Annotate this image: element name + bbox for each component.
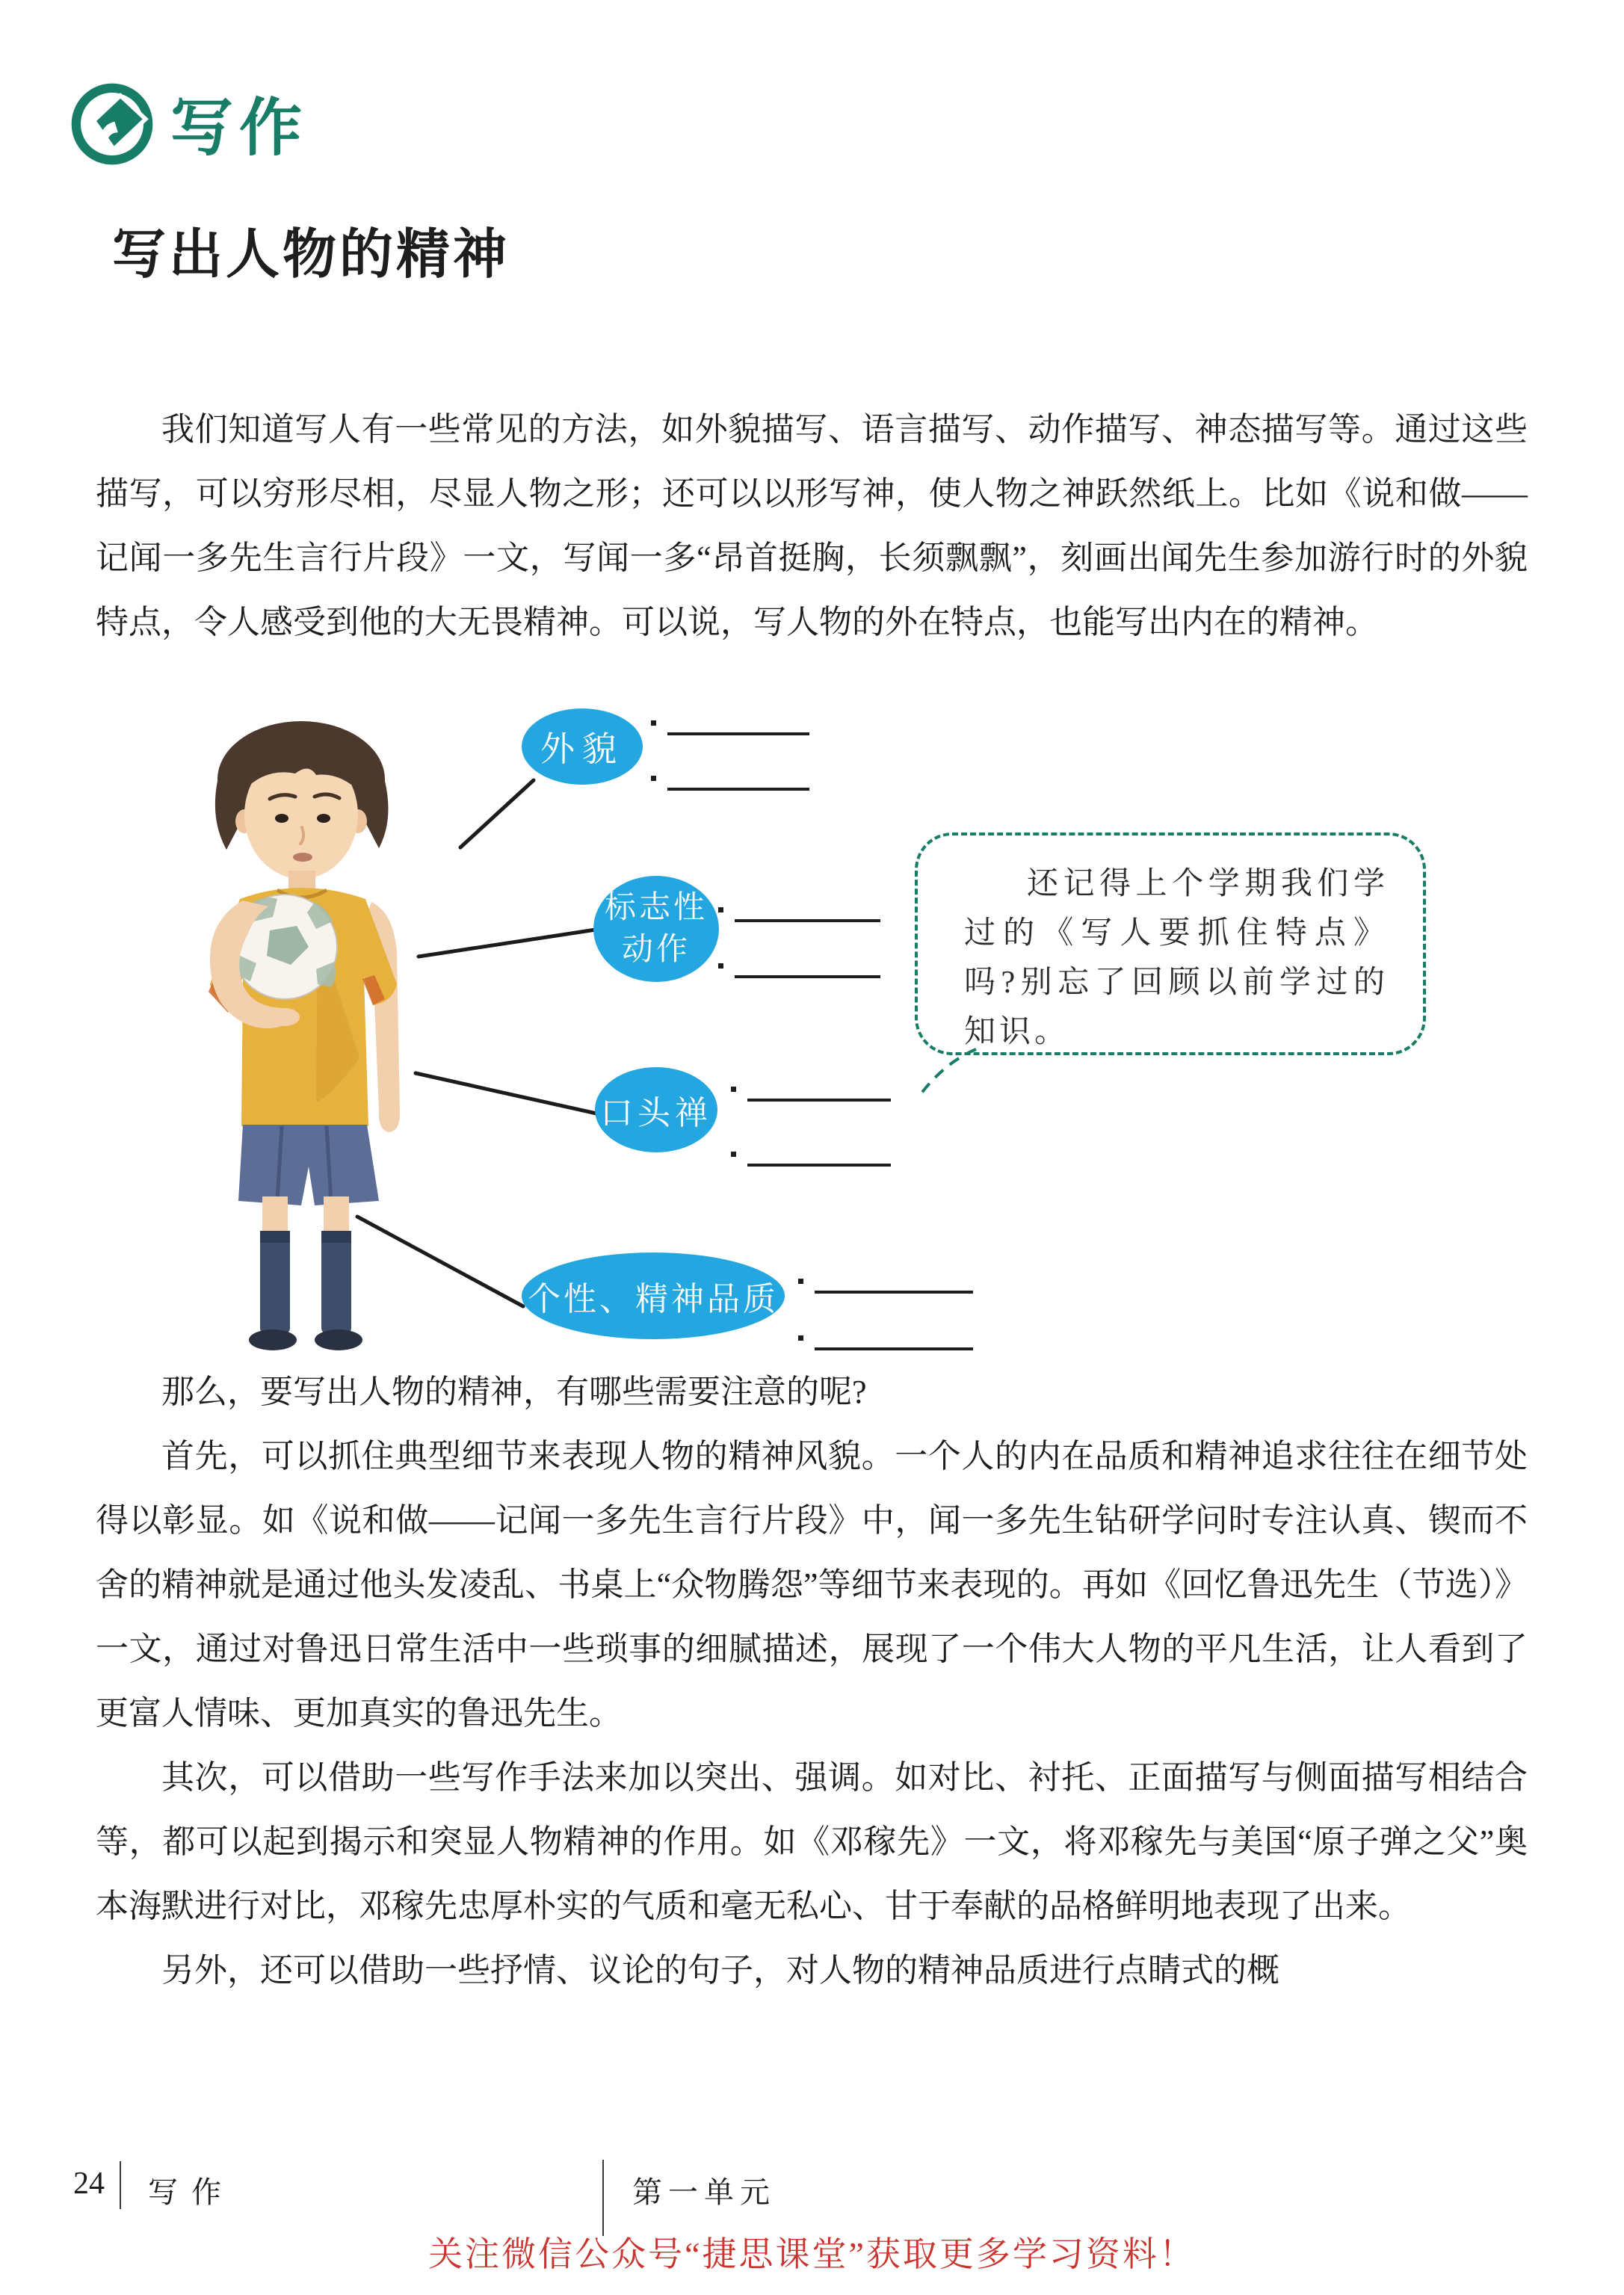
footer-unit-label: 第一单元 bbox=[632, 2175, 776, 2209]
fill-in-blank bbox=[667, 788, 809, 791]
paragraph: 另外，还可以借助一些抒情、议论的句子，对人物的精神品质进行点睛式的概 bbox=[161, 1952, 1279, 1989]
diagram-node-appearance bbox=[522, 708, 643, 785]
body-text-block bbox=[96, 1360, 1528, 2003]
footer-section-label: 写作 bbox=[148, 2175, 235, 2209]
section-heading: 写作 bbox=[170, 94, 309, 164]
boy-figure bbox=[209, 721, 400, 1350]
page-number: 24 bbox=[73, 2166, 105, 2201]
fill-in-blank bbox=[735, 975, 880, 978]
node-label: 外貌 bbox=[540, 730, 624, 768]
paragraph: 那么，要写出人物的精神，有哪些需要注意的呢? bbox=[161, 1374, 867, 1410]
fill-in-blank bbox=[815, 1347, 973, 1350]
paragraph: 我们知道写人有一些常见的方法，如外貌描写、语言描写、动作描写、神态描写等。通过这些描写，可以穷形尽相，尽显人物之形；还可以以形写神，使人物之神跃然纸上。比如《说和做——记闻一多先生言行片段》一文，写闻一多“昂首挺胸，长须飘飘”，刻画出闻先生参加游行时的外貌特点，令人感受到他的大无畏精神。可以说，写人物的外在特点，也能写出内在的精神。 bbox=[96, 411, 1528, 640]
reminder-speech-bubble bbox=[915, 833, 1426, 1055]
diagram-node-personality bbox=[522, 1252, 785, 1339]
diagram-node-catchphrase bbox=[595, 1067, 717, 1152]
fill-in-blank bbox=[747, 1099, 891, 1102]
boy-with-soccer-ball-illustration bbox=[138, 706, 482, 1353]
speech-bubble-tail bbox=[916, 1046, 984, 1100]
fill-in-blank bbox=[735, 919, 880, 922]
wechat-promo-notice: 关注微信公众号“捷思课堂”获取更多学习资料！ bbox=[428, 2235, 1196, 2273]
diagram-node-signature-action bbox=[593, 876, 719, 982]
node-label: 个性、精神品质 bbox=[528, 1281, 779, 1318]
node-label-line1: 标志性 bbox=[604, 891, 708, 925]
fill-in-blank bbox=[667, 732, 809, 735]
fill-in-blank bbox=[815, 1291, 973, 1294]
footer-divider bbox=[120, 2161, 121, 2209]
paragraph: 首先，可以抓住典型细节来表现人物的精神风貌。一个人的内在品质和精神追求往往在细节处得以彰显。如《说和做——记闻一多先生言行片段》中，闻一多先生钻研学问时专注认真、锲而不舍的精神就是通过他头发凌乱、书桌上“众物腾怨”等细节来表现的。再如《回忆鲁迅先生（节选）》一文，通过对鲁迅日常生活中一些琐事的细腻描述，展现了一个伟大人物的平凡生活，让人看到了更富人情味、更加真实的鲁迅先生。 bbox=[96, 1438, 1528, 1732]
fill-in-blank bbox=[747, 1164, 891, 1167]
paragraph: 其次，可以借助一些写作手法来加以突出、强调。如对比、衬托、正面描写与侧面描写相结合等，都可以起到揭示和突显人物精神的作用。如《邓稼先》一文，将邓稼先与美国“原子弹之父”奥本海默进行对比，邓稼先忠厚朴实的气质和毫无私心、甘于奉献的品格鲜明地表现了出来。 bbox=[96, 1759, 1528, 1924]
footer-divider bbox=[602, 2160, 604, 2236]
writing-section-logo-icon bbox=[70, 82, 154, 166]
reminder-text: 还记得上个学期我们学过的《写人要抓住特点》吗?别忘了回顾以前学过的知识。 bbox=[964, 867, 1389, 1049]
node-label: 口头禅 bbox=[600, 1095, 712, 1131]
intro-text-block bbox=[96, 398, 1528, 655]
page-title: 写出人物的精神 bbox=[112, 225, 510, 285]
node-label-line2: 动作 bbox=[621, 933, 691, 967]
